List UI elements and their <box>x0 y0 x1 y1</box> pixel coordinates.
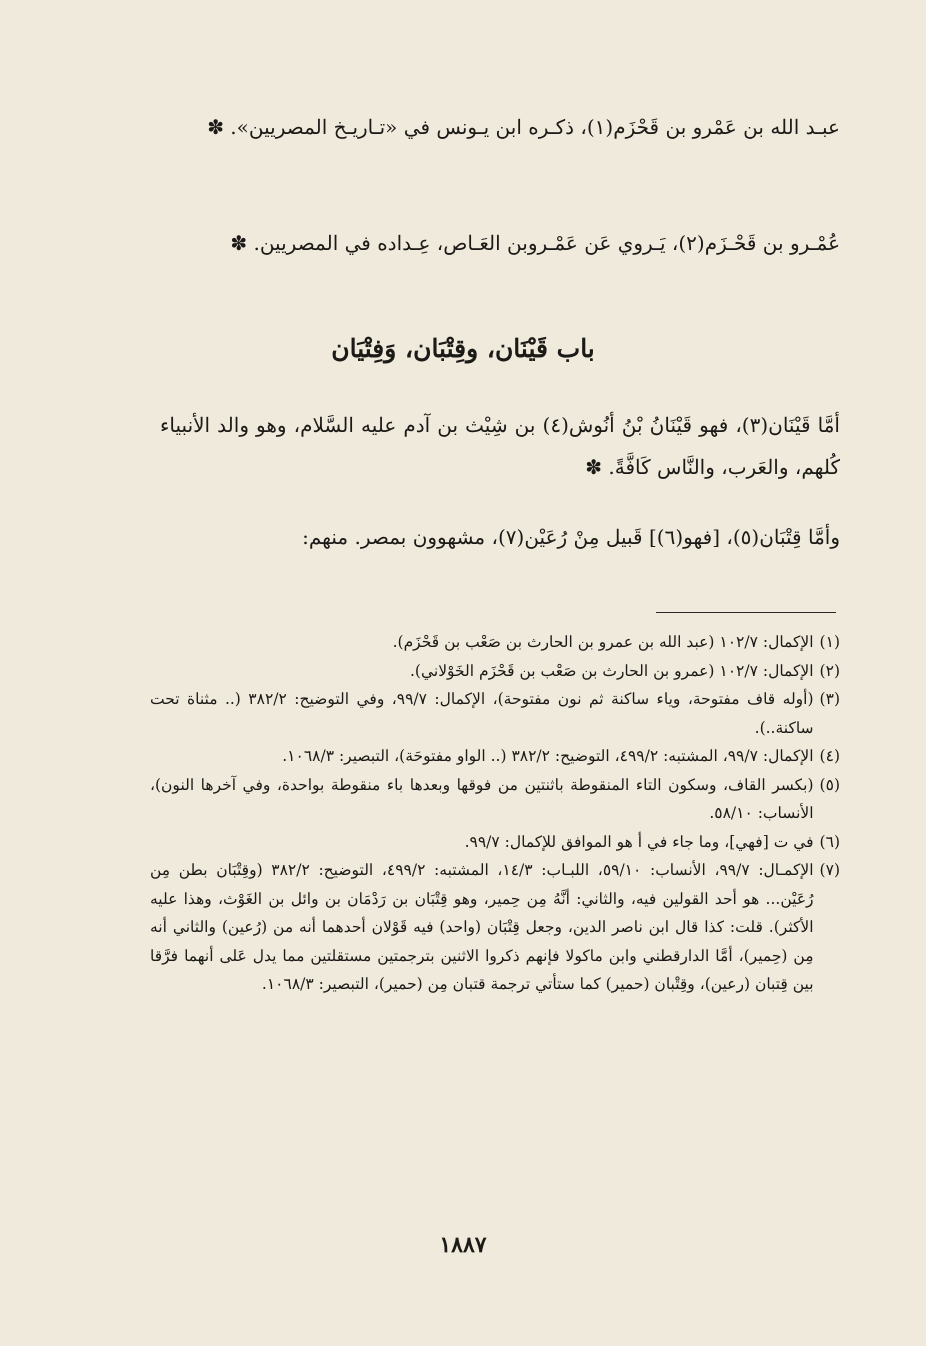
footnotes-section <box>150 628 840 999</box>
paragraph-qitban <box>160 516 840 558</box>
footnote-5 <box>150 771 840 828</box>
footnote-6 <box>150 828 840 857</box>
footnote-text: (بكسر القاف، وسكون التاء المنقوطة باثنتين من فوقها وبعدها باء منقوطة بواحدة، وفي آخرها النون)، الأنساب: ٥٨/١٠. <box>150 775 814 822</box>
footnote-number: (٥) <box>819 775 840 794</box>
page-number: ١٨٨٧ <box>439 1232 487 1258</box>
footnote-1 <box>150 628 840 657</box>
paragraph-text: أمَّا قَيْنَان(٣)، فهو قَيْنَانُ بْنُ أنُوش(٤) بن شِيْث بن آدم عليه السَّلام، وهو والد الأنبياء كُلهم، والعَرب، والنَّاس كَافَّةً. ✽ <box>160 413 840 479</box>
footnote-text: الإكمال: ١٠٢/٧ (عمرو بن الحارث بن صَعْب بن قَحْزَم الخَوْلاني). <box>409 661 814 680</box>
footnote-7 <box>150 856 840 999</box>
footnote-text: في ت [فهي]، وما جاء في أ هو الموافق للإكمال: ٩٩/٧. <box>464 832 814 851</box>
entry-text: عُمْـرو بن قَحْـزَم(٢)، يَـروي عَن عَمْـروبن العَـاص، عِـداده في المصريين. ✽ <box>230 231 840 255</box>
footnote-text: الإكمال: ٩٩/٧، المشتبه: ٤٩٩/٢، التوضيح: ٣٨٢/٢ (.. الواو مفتوحَة)، التبصير: ١٠٦٨/٣. <box>282 747 814 765</box>
footnote-2 <box>150 657 840 686</box>
footnote-text: الإكمـال: ٩٩/٧، الأنساب: ٥٩/١٠، اللبـاب: ١٤/٣، المشتبه: ٤٩٩/٢، التوضيح: ٣٨٢/٢ (وقِتْبَان بطن مِن رُعَيْن... هو أحد القولين فيه، والثاني: أنَّهُ مِن حِمير، وهو قِتْبَان بن رَدْمَان بن وائل بن الغَوْث، وهذا عليه الأكثر). قلت: كذا قال ابن ناصر الدين، وجعل قِتْبَان (واحد) فيه قَوْلان أحدهما أنه من (رُعين) والثاني أنه مِن (حِمير)، أمَّا الدارقطني وابن ماكولا فإنهم ذكروا الاثنين بترجمتين مستقلتين مما يدل عَلى أنهما فرَّقا بين قِتبان (رعين)، وقِتْبان (حمير) كما ستأتي ترجمة قتبان مِن (حمير)، التبصير: ١٠٦٨/٣. <box>150 861 814 993</box>
footnote-number: (١) <box>819 633 840 651</box>
footnote-text: (أوله قاف مفتوحة، وياء ساكنة ثم نون مفتوحة)، الإكمال: ٩٩/٧، وفي التوضيح: ٣٨٢/٢ (.. مثناة تحت ساكنة..). <box>150 690 814 737</box>
footnote-number: (٣) <box>819 690 840 708</box>
paragraph-text: وأمَّا قِتْبَان(٥)، [فهو(٦)] قَبيل مِنْ رُعَيْن(٧)، مشهوون بمصر. منهم: <box>302 525 840 549</box>
chapter-title: باب قَيْنَان، وقِتْبَان، وَفِتْيَان <box>331 334 595 363</box>
footnote-3 <box>150 685 840 742</box>
entry-abdullah-ibn-amr <box>160 106 840 148</box>
paragraph-qaynan <box>160 404 840 488</box>
footnote-text: الإكمال: ١٠٢/٧ (عبد الله بن عمرو بن الحارث بن صَعْب بن قَحْزَم). <box>392 633 814 651</box>
footnote-number: (٧) <box>819 861 840 879</box>
footnote-separator <box>656 612 836 613</box>
footnote-number: (٦) <box>819 832 840 851</box>
entry-text: عبـد الله بن عَمْرو بن قَحْزَم(١)، ذكـره ابن يـونس في «تـاريـخ المصريين». ✽ <box>207 115 840 139</box>
footnote-4 <box>150 742 840 771</box>
entry-amr-ibn-qahzam <box>160 222 840 264</box>
footnote-number: (٢) <box>819 661 840 680</box>
footnote-number: (٤) <box>819 747 840 765</box>
